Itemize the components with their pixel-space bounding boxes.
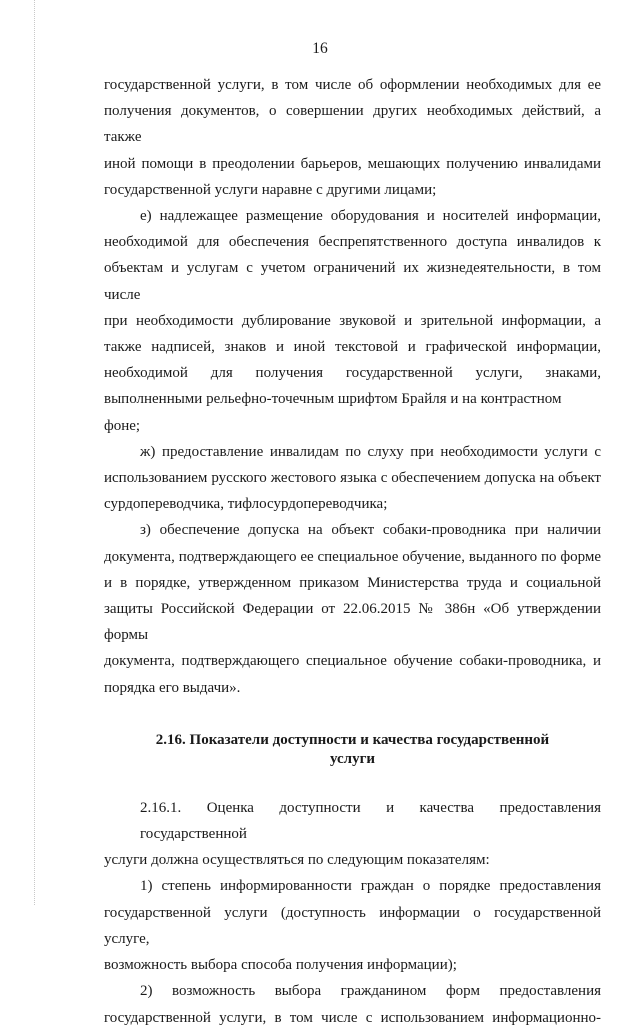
page-number: 16 [312,40,328,57]
paragraph-indicator-1 [104,873,601,978]
text-line: государственной услуги, в том числе об оформлении необходимых для ее [104,77,601,93]
text-line: услуги должна осуществляться по следующим показателям: [104,852,490,869]
text-line: сурдопереводчика, тифлосурдопереводчика; [104,496,388,513]
paragraph-2-16-1 [104,795,601,874]
text-line: использованием русского жестового языка с обеспечением допуска на объект [104,470,601,487]
paragraph-barriers-help [104,72,601,203]
text-line: порядка его выдачи». [104,679,241,696]
text-line: ж) предоставление инвалидам по слуху при необходимости услуги с [140,443,601,460]
text-line: получения документов, о совершении других необходимых действий, а также [104,103,601,146]
paragraph-item-z [104,517,601,700]
heading-line: 2.16. Показатели доступности и качества государственной [155,731,550,748]
text-line: и в порядке, утвержденном приказом Министерства труда и социальной [104,574,601,591]
text-line: государственной услуги наравне с другими лицами; [104,181,437,198]
text-line: е) надлежащее размещение оборудования и носителей информации, [140,208,601,225]
section-heading [104,731,601,769]
text-line: государственной услуги (доступность информации о государственной услуге, [104,904,601,947]
text-line: государственной услуги, в том числе с использованием информационно- [104,1009,601,1026]
paragraph-item-e [104,203,601,439]
text-line: 2) возможность выбора гражданином форм предоставления [140,983,601,1000]
text-line: необходимой для получения государственной услуги, знаками, [104,365,601,382]
paragraph-indicator-2 [104,978,601,1030]
paragraph-item-zh [104,439,601,518]
text-line: защиты Российской Федерации от 22.06.2015 № 386н «Об утверждении формы [104,601,601,644]
text-line: также надписей, знаков и иной текстовой и графической информации, [104,339,601,356]
text-line: документа, подтверждающего специальное обучение собаки-проводника, и [104,653,601,670]
scan-margin-line [34,0,35,905]
text-line: з) обеспечение допуска на объект собаки-проводника при наличии [140,522,601,539]
text-line: объектам и услугам с учетом ограничений их жизнедеятельности, в том числе [104,260,601,303]
text-line: 2.16.1. Оценка доступности и качества предоставления государственной [140,799,601,843]
text-line: 1) степень информированности граждан о порядке предоставления [140,878,601,895]
text-line: документа, подтверждающего ее специальное обучение, выданного по форме [104,548,601,565]
document-body [104,72,601,1031]
text-line: иной помощи в преодолении барьеров, мешающих получению инвалидами [104,155,601,172]
text-line: выполненными рельефно-точечным шрифтом Брайля и на контрастном фоне; [104,391,562,434]
text-line: возможность выбора способа получения информации); [104,957,457,974]
heading-line: услуги [329,750,376,767]
text-line: необходимой для обеспечения беспрепятственного доступа инвалидов к [104,234,601,251]
text-line: при необходимости дублирование звуковой и зрительной информации, а [104,312,601,329]
